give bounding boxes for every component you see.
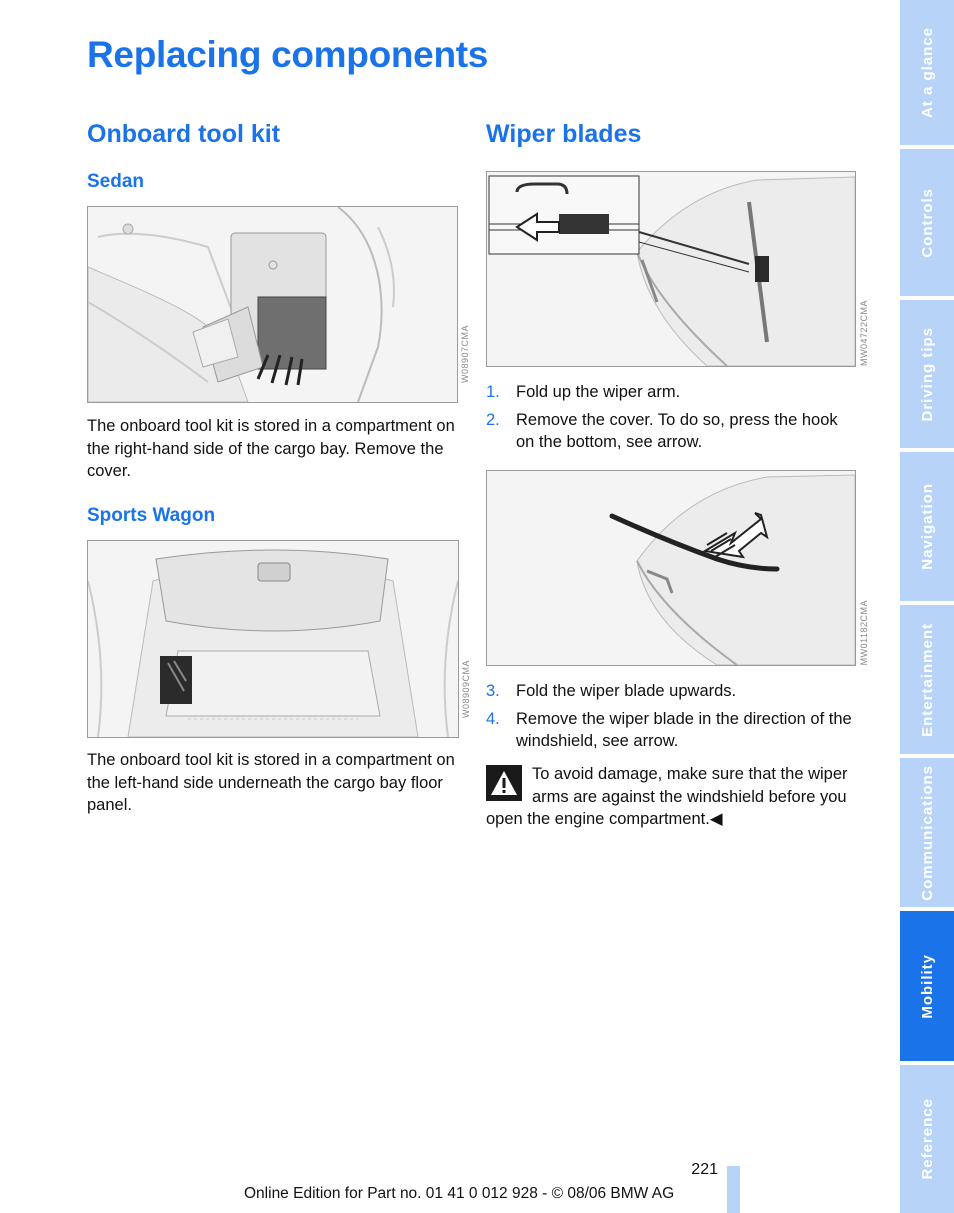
chapter-sidebar (900, 0, 954, 1213)
sedan-image-code: W08907CMA (460, 325, 470, 384)
wiper-blade-illustration (487, 471, 855, 665)
wiper-cover-image (486, 171, 856, 367)
sedan-heading: Sedan (87, 171, 145, 192)
wiper-steps-second (486, 680, 858, 758)
page-title: Replacing components (87, 34, 489, 75)
list-item: 4. Remove the wiper blade in the direction of the windshield, see arrow. (486, 709, 852, 751)
tab-driving-tips[interactable]: Driving tips (900, 300, 954, 448)
wiper-blade-image (486, 470, 856, 666)
tab-reference[interactable]: Reference (900, 1065, 954, 1213)
sedan-trunk-illustration (88, 207, 457, 402)
wiper-cover-image-code: MW04722CMA (859, 300, 869, 367)
tab-entertainment[interactable]: Entertainment (900, 605, 954, 754)
wiper-steps-first (486, 381, 858, 459)
list-item: 2. Remove the cover. To do so, press the hook on the bottom, see arrow. (486, 410, 838, 452)
sports-wagon-heading: Sports Wagon (87, 505, 216, 526)
tab-at-a-glance[interactable]: At a glance (900, 0, 954, 145)
wagon-image-code: W08909CMA (461, 660, 471, 719)
sedan-trunk-image (87, 206, 458, 403)
warning-note (486, 763, 858, 831)
tab-mobility[interactable]: Mobility (900, 911, 954, 1061)
tab-navigation[interactable]: Navigation (900, 452, 954, 601)
wagon-description: The onboard tool kit is stored in a compartment on the left-hand side underneath the cargo bay floor panel. (87, 751, 455, 815)
tool-kit-heading: Onboard tool kit (87, 120, 281, 148)
wiper-cover-illustration (487, 172, 855, 366)
tab-controls[interactable]: Controls (900, 149, 954, 296)
warning-text: To avoid damage, make sure that the wiper arms are against the windshield before you open the engine compartment.◀ (486, 765, 848, 829)
page-marker (727, 1166, 740, 1213)
wagon-cargo-image (87, 540, 459, 738)
wagon-cargo-illustration (88, 541, 458, 737)
wiper-blades-heading: Wiper blades (486, 120, 642, 148)
wiper-blade-image-code: MW01182CMA (859, 600, 869, 666)
list-item: 3. Fold the wiper blade upwards. (486, 682, 737, 700)
page-number: 221 (691, 1161, 718, 1178)
list-item: 1. Fold up the wiper arm. (486, 383, 681, 401)
warning-triangle-icon (486, 765, 522, 801)
sedan-description: The onboard tool kit is stored in a compartment on the right-hand side of the cargo bay. Remove the cover. (87, 417, 455, 481)
footer-text: Online Edition for Part no. 01 41 0 012 928 - © 08/06 BMW AG (244, 1185, 675, 1202)
tab-communications[interactable]: Communications (900, 758, 954, 907)
